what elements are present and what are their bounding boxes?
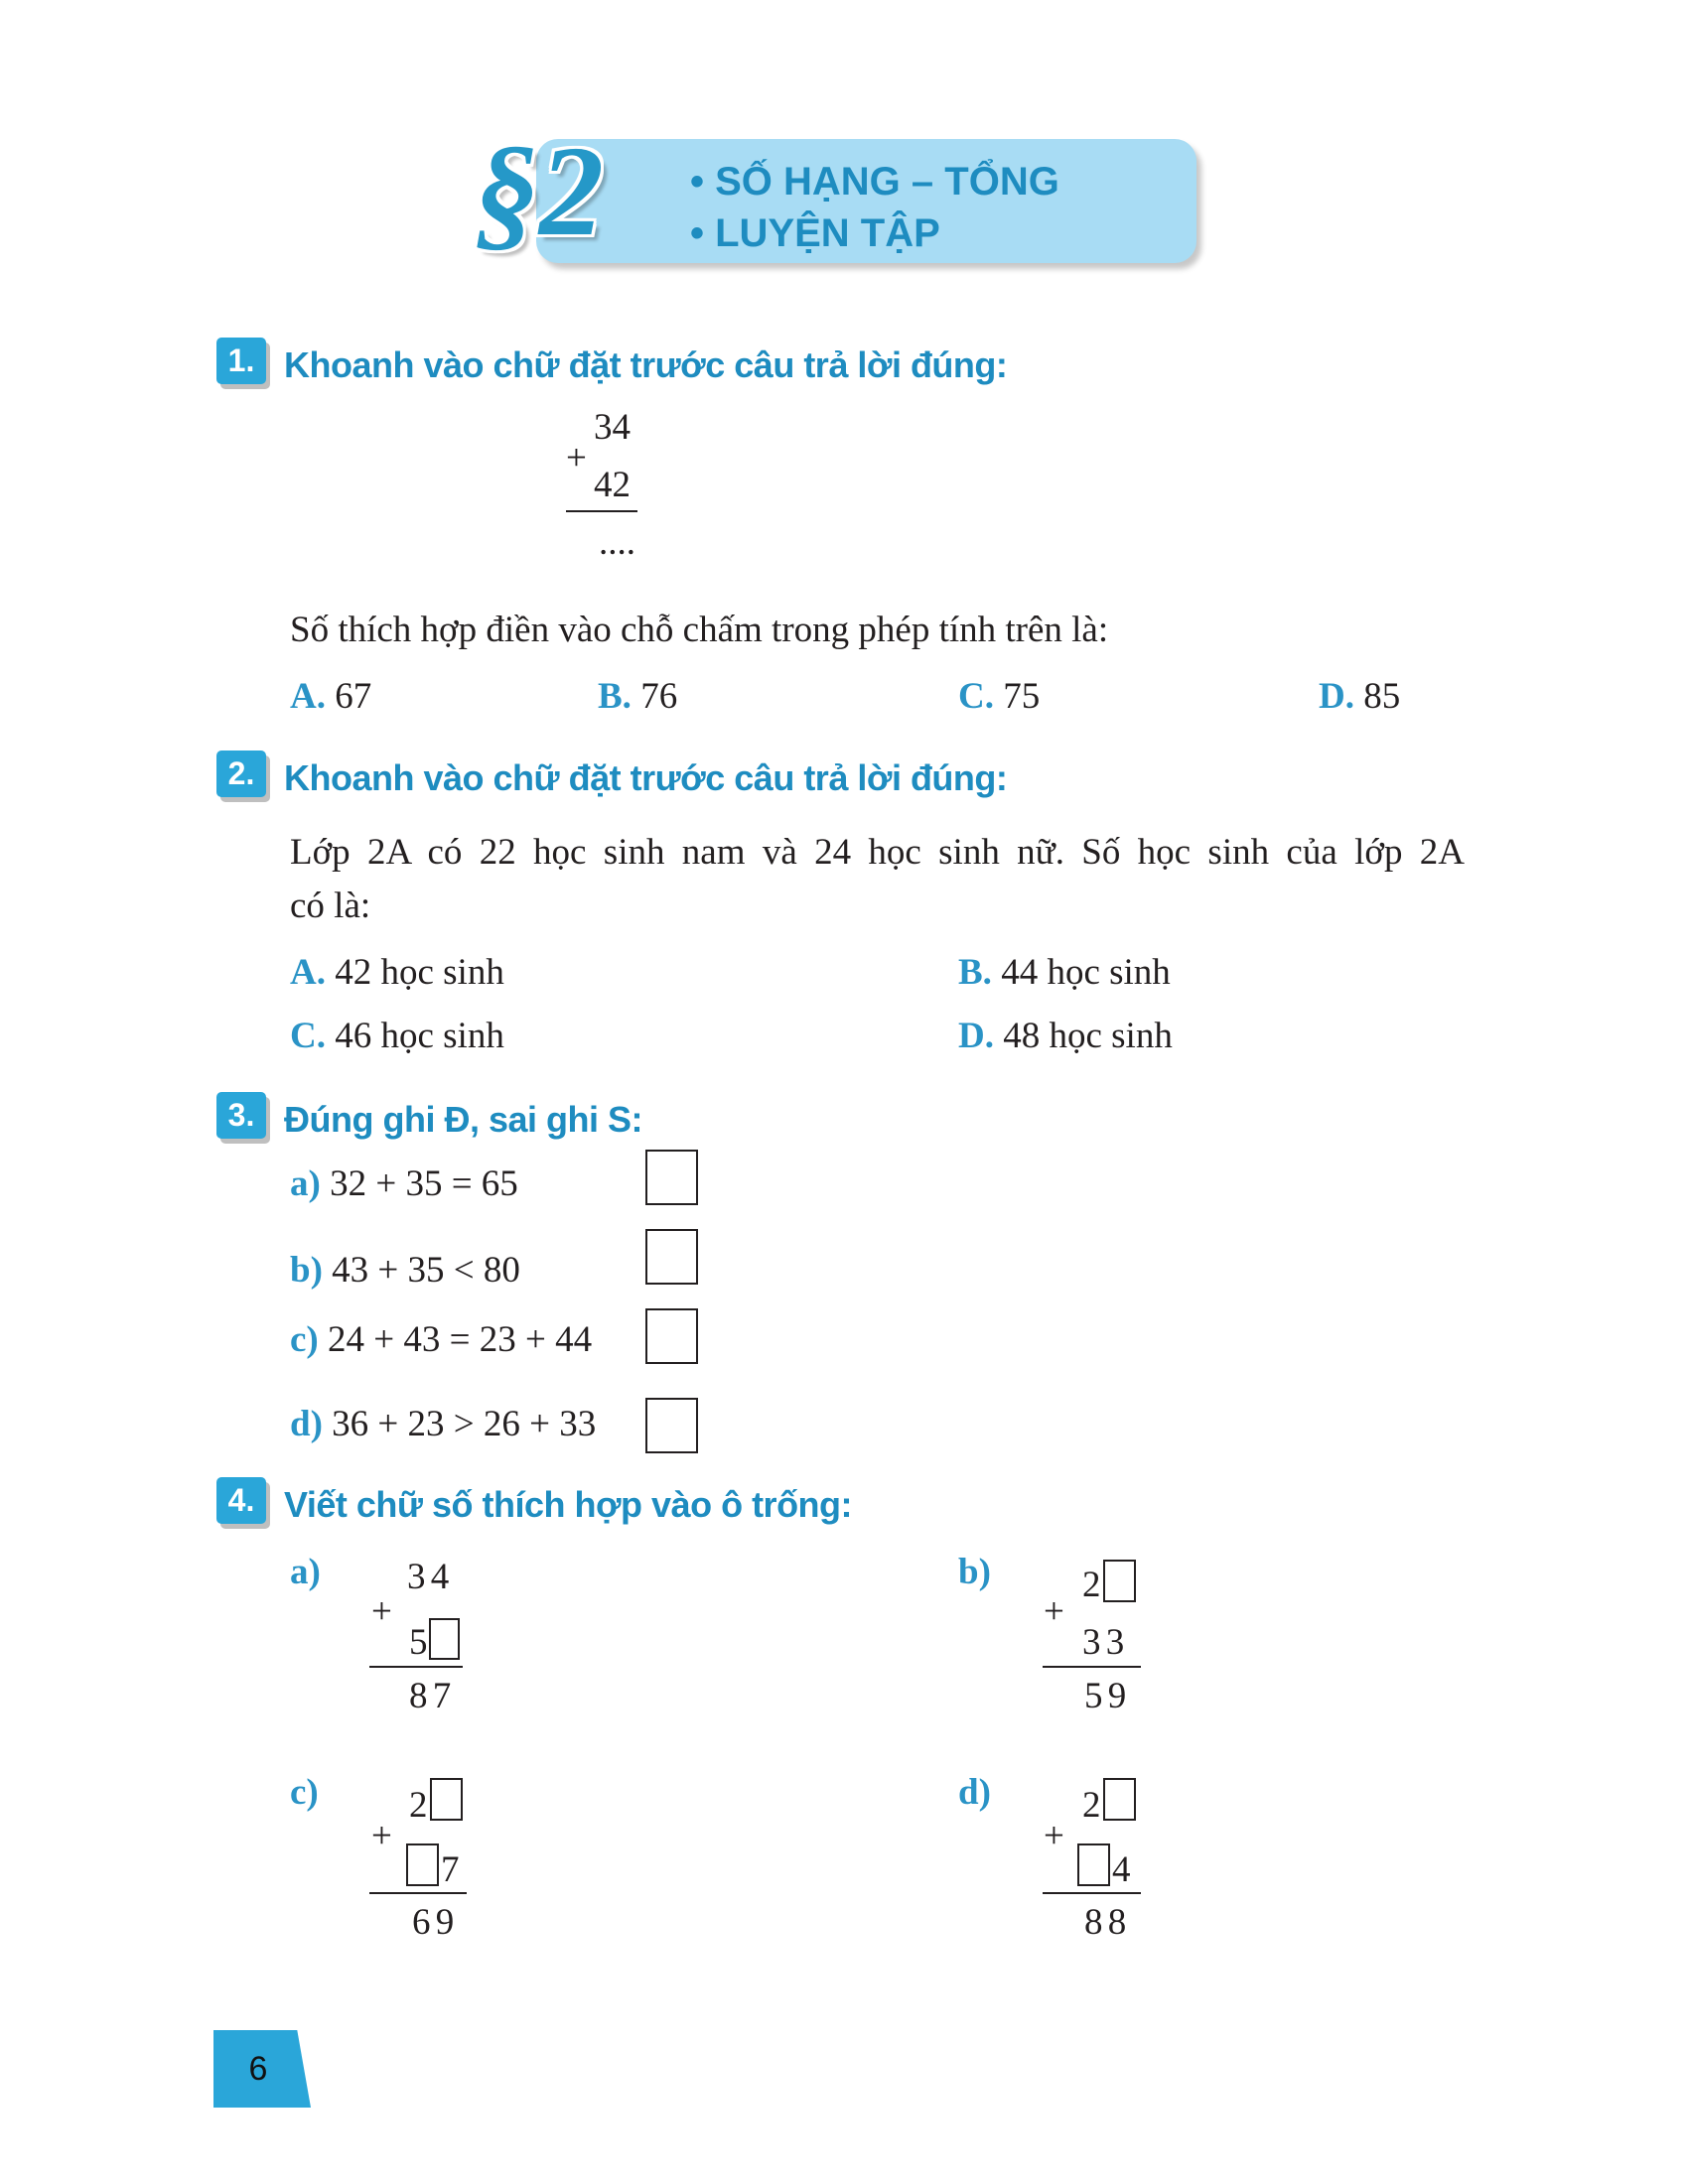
item-expression: 43 + 35 < 80 bbox=[332, 1250, 520, 1291]
q4c-sum-line bbox=[369, 1892, 467, 1894]
item-label: c) bbox=[290, 1319, 319, 1360]
q1-prompt: Số thích hợp điền vào chỗ chấm trong phép tính trên là: bbox=[290, 610, 1109, 650]
option-text: 46 học sinh bbox=[335, 1016, 504, 1056]
q4d-top-blank-box[interactable] bbox=[1103, 1778, 1136, 1821]
q4b-plus-sign: + bbox=[1044, 1591, 1064, 1632]
q4b-blank-box[interactable] bbox=[1103, 1560, 1136, 1602]
q3-item-d bbox=[290, 1406, 596, 1442]
option-label: B. bbox=[958, 952, 992, 993]
q2-option-d[interactable] bbox=[958, 1018, 1173, 1054]
question-title-3: Đúng ghi Đ, sai ghi S: bbox=[284, 1099, 642, 1140]
q3-item-b bbox=[290, 1252, 520, 1289]
q4c-top-blank-box[interactable] bbox=[430, 1778, 463, 1821]
q3-answer-box-b[interactable] bbox=[645, 1229, 698, 1285]
page-number: 6 bbox=[248, 2050, 268, 2088]
q4c-bottom-blank-box[interactable] bbox=[406, 1843, 439, 1886]
q1-option-a[interactable] bbox=[290, 678, 371, 715]
q4d-plus-sign: + bbox=[1044, 1816, 1064, 1856]
topic-1: • SỐ HẠNG – TỔNG bbox=[690, 160, 1059, 204]
option-text: 67 bbox=[335, 676, 372, 717]
q4-label-c: c) bbox=[290, 1772, 319, 1813]
question-number-2: 2. bbox=[216, 751, 266, 797]
q1-sum-line bbox=[566, 510, 637, 512]
q4c-result: 6 9 bbox=[412, 1902, 453, 1943]
option-label: A. bbox=[290, 952, 326, 993]
option-label: C. bbox=[290, 1016, 326, 1056]
q3-item-a bbox=[290, 1165, 518, 1202]
question-number-3: 3. bbox=[216, 1092, 266, 1139]
item-expression: 32 + 35 = 65 bbox=[330, 1163, 518, 1204]
q1-plus-sign: + bbox=[566, 438, 587, 478]
option-label: A. bbox=[290, 676, 326, 717]
q2-option-a[interactable] bbox=[290, 954, 504, 991]
option-label: D. bbox=[1319, 676, 1354, 717]
option-text: 85 bbox=[1363, 676, 1401, 717]
option-text: 42 học sinh bbox=[335, 952, 504, 993]
q1-option-b[interactable] bbox=[598, 678, 677, 715]
question-title-2: Khoanh vào chữ đặt trước câu trả lời đúng: bbox=[284, 757, 1008, 798]
q4d-sum-line bbox=[1043, 1892, 1141, 1894]
item-label: a) bbox=[290, 1163, 321, 1204]
option-text: 76 bbox=[640, 676, 678, 717]
topic-2: • LUYỆN TẬP bbox=[690, 211, 940, 255]
item-label: d) bbox=[290, 1404, 323, 1444]
q4a-top-addend: 3 4 bbox=[407, 1557, 448, 1597]
q3-answer-box-d[interactable] bbox=[645, 1398, 698, 1453]
q4-label-d: d) bbox=[958, 1772, 991, 1813]
q4a-bottom-digit: 5 bbox=[409, 1622, 428, 1663]
q4b-bottom-addend: 3 3 bbox=[1082, 1622, 1123, 1663]
q4d-top-digit: 2 bbox=[1082, 1785, 1101, 1826]
q4a-result: 8 7 bbox=[409, 1676, 450, 1716]
option-text: 44 học sinh bbox=[1001, 952, 1171, 993]
option-label: D. bbox=[958, 1016, 994, 1056]
question-number-1: 1. bbox=[216, 338, 266, 384]
q4b-result: 5 9 bbox=[1084, 1676, 1125, 1716]
q2-option-c[interactable] bbox=[290, 1018, 504, 1054]
q4-label-a: a) bbox=[290, 1552, 321, 1592]
q1-addend-top: 34 bbox=[594, 407, 631, 448]
q4d-bottom-digit: 4 bbox=[1112, 1849, 1131, 1890]
question-title-1: Khoanh vào chữ đặt trước câu trả lời đúng: bbox=[284, 344, 1008, 385]
q1-option-d[interactable] bbox=[1319, 678, 1400, 715]
option-label: B. bbox=[598, 676, 632, 717]
q3-answer-box-a[interactable] bbox=[645, 1150, 698, 1205]
item-label: b) bbox=[290, 1250, 323, 1291]
q4b-sum-line bbox=[1043, 1666, 1141, 1668]
item-expression: 24 + 43 = 23 + 44 bbox=[328, 1319, 593, 1360]
section-number: §2 bbox=[475, 120, 604, 263]
q3-item-c bbox=[290, 1321, 592, 1358]
q4c-bottom-digit: 7 bbox=[441, 1849, 460, 1890]
option-text: 48 học sinh bbox=[1003, 1016, 1173, 1056]
q4b-top-digit: 2 bbox=[1082, 1565, 1101, 1605]
q2-prompt-line-2: có là: bbox=[290, 886, 371, 926]
q1-option-c[interactable] bbox=[958, 678, 1040, 715]
q1-result-blank: .... bbox=[599, 522, 635, 563]
q1-addend-bottom: 42 bbox=[594, 465, 631, 505]
q4c-top-digit: 2 bbox=[409, 1785, 428, 1826]
q4d-result: 8 8 bbox=[1084, 1902, 1125, 1943]
q3-answer-box-c[interactable] bbox=[645, 1308, 698, 1364]
q4a-plus-sign: + bbox=[371, 1591, 392, 1632]
q2-option-b[interactable] bbox=[958, 954, 1171, 991]
option-text: 75 bbox=[1003, 676, 1041, 717]
q4a-blank-box[interactable] bbox=[429, 1618, 460, 1660]
q4-label-b: b) bbox=[958, 1552, 991, 1592]
question-title-4: Viết chữ số thích hợp vào ô trống: bbox=[284, 1484, 853, 1525]
option-label: C. bbox=[958, 676, 994, 717]
q4c-plus-sign: + bbox=[371, 1816, 392, 1856]
q2-prompt-line-1: Lớp 2A có 22 học sinh nam và 24 học sinh nữ. Số học sinh của lớp 2A bbox=[290, 832, 1465, 873]
q4d-bottom-blank-box[interactable] bbox=[1077, 1843, 1110, 1886]
q4a-sum-line bbox=[369, 1666, 463, 1668]
item-expression: 36 + 23 > 26 + 33 bbox=[332, 1404, 597, 1444]
question-number-4: 4. bbox=[216, 1477, 266, 1524]
